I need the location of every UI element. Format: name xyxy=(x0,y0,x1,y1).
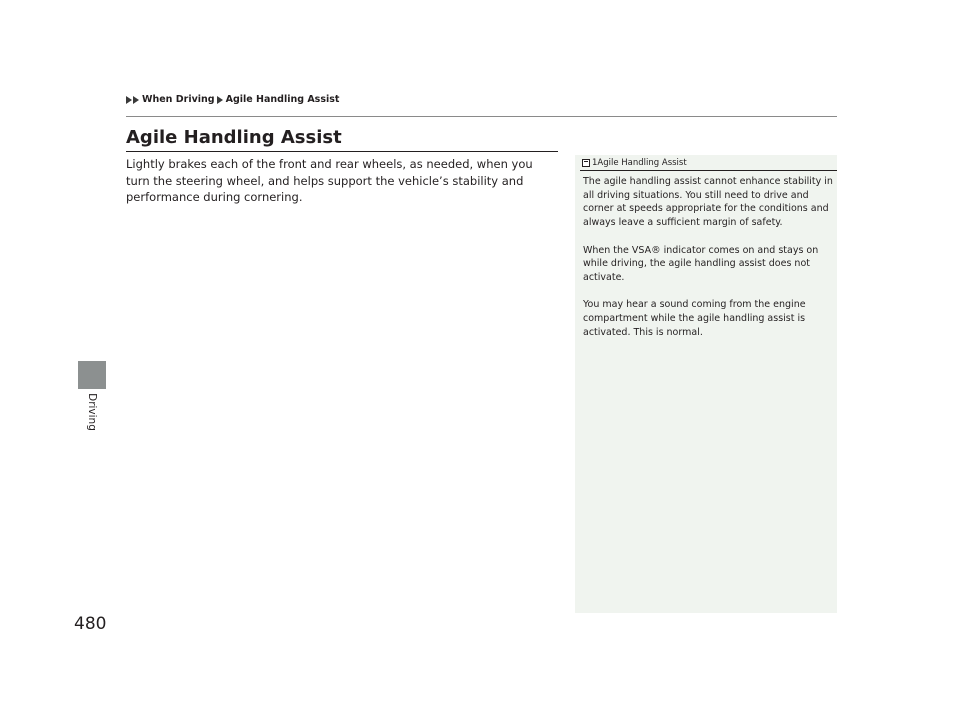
page-title: Agile Handling Assist xyxy=(126,127,342,148)
breadcrumb-link-when-driving[interactable]: When Driving xyxy=(142,94,215,105)
breadcrumb-arrow-icon xyxy=(126,96,132,104)
section-tab-marker xyxy=(78,361,106,389)
note-panel xyxy=(575,155,837,613)
breadcrumb-current: Agile Handling Assist xyxy=(225,94,340,105)
section-tab-label: Driving xyxy=(86,393,98,431)
note-divider xyxy=(580,170,837,171)
note-paragraph: The agile handling assist cannot enhance stability in all driving situations. You still need to drive and corner at speeds appropriate for the conditions and always leave a sufficient margin of safety. xyxy=(583,176,833,229)
note-paragraph: When the VSA® indicator comes on and stays on while driving, the agile handling assist does not activate. xyxy=(583,244,819,283)
breadcrumb-arrow-icon xyxy=(217,96,223,104)
note-header xyxy=(582,158,687,168)
page-number: 480 xyxy=(74,614,107,634)
breadcrumb xyxy=(126,94,340,105)
note-title: Agile Handling Assist xyxy=(597,158,687,168)
header-divider xyxy=(126,116,837,117)
body-paragraph: Lightly brakes each of the front and rear wheels, as needed, when you turn the steering wheel, and helps support the vehicle’s stability and performance during cornering. xyxy=(126,157,533,204)
note-marker-icon xyxy=(582,159,590,167)
breadcrumb-arrow-icon xyxy=(133,96,139,104)
note-marker-number: 1 xyxy=(592,158,598,168)
title-divider xyxy=(126,151,558,152)
note-paragraph: You may hear a sound coming from the engine compartment while the agile handling assist is activated. This is normal. xyxy=(583,299,806,338)
note-body xyxy=(583,175,833,353)
